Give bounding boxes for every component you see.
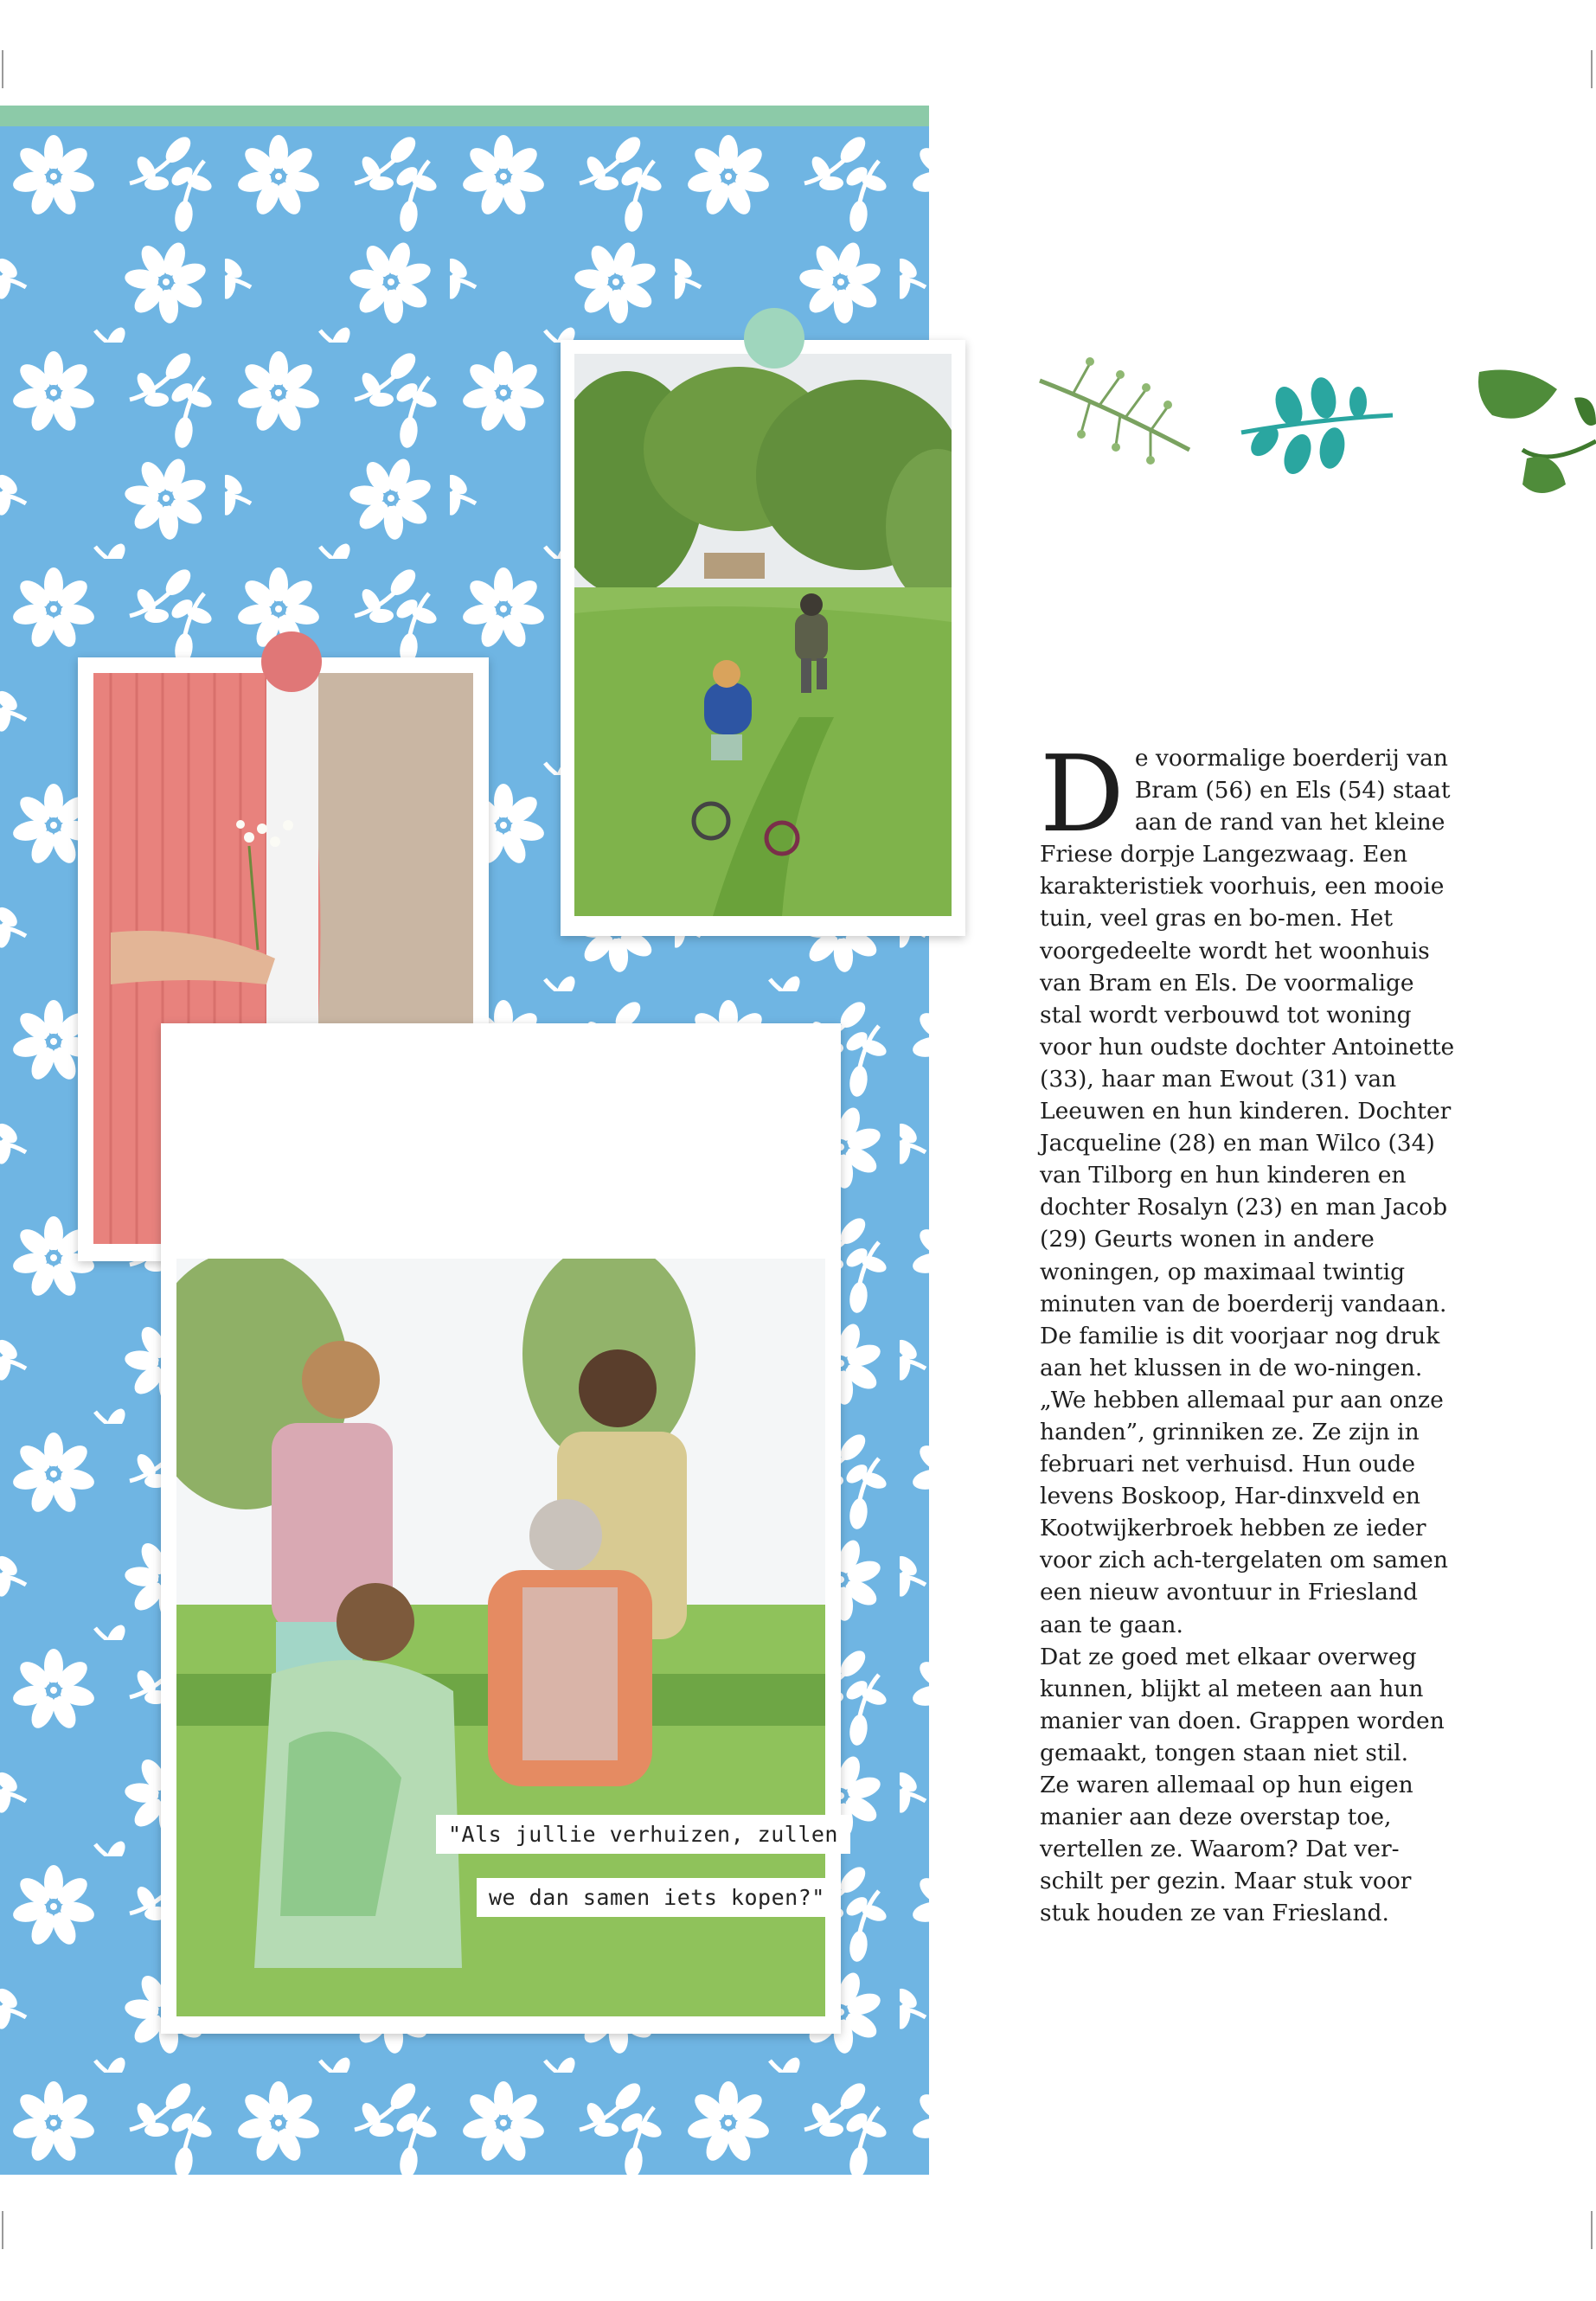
article-body: [1040, 733, 1460, 1929]
drop-cap: D: [1040, 733, 1125, 856]
crop-mark-bottom-right: [1591, 2211, 1593, 2249]
article-paragraph: Dat ze goed met elkaar overweg kunnen, blijkt al meteen aan hun manier van doen. Grappen worden gemaakt, tongen staan niet stil.: [1040, 1643, 1445, 1766]
twig-ornament: [1040, 357, 1189, 465]
article-paragraph: De familie is dit voorjaar nog druk aan het klussen in de wo-ningen. „We hebben allemaal pur aan onze handen”, grinniken ze. Ze zijn in februari net verhuisd. Hun oude levens Boskoop, Har-dinxveld en Kootwijkerbroek hebben ze ieder voor zich ach-tergelaten om samen een nieuw avontuur in Friesland aan te gaan.: [1040, 1322, 1448, 1638]
pin-green: [744, 308, 804, 369]
article-paragraph: e voormalige boerderij van Bram (56) en Els (54) staat aan de rand van het kleine Friese dorpje Langezwaag. Een karakteristiek voorhuis, een mooie tuin, veel gras en bo-men. Het voorgedeelte wordt het woonhuis van Bram en Els. De voormalige stal wordt verbouwd tot woning voor hun oudste dochter Antoinette (33), haar man Ewout (31) van Leeuwen en hun kinderen. Dochter Jacqueline (28) en man Wilco (34) van Tilborg en hun kinderen en dochter Rosalyn (23) en man Jacob (29) Geurts wonen in andere woningen, op maximaal twintig minuten van de boerderij vandaan.: [1040, 745, 1455, 1317]
pin-red: [261, 631, 322, 692]
crop-mark-bottom-left: [2, 2211, 3, 2249]
photo-children-meadow: [561, 340, 965, 936]
crop-mark-top-right: [1591, 50, 1593, 88]
botanical-ornaments: [1038, 346, 1596, 519]
top-color-bar: [0, 106, 929, 126]
crop-mark-top-left: [2, 50, 3, 88]
article-paragraph: Ze waren allemaal op hun eigen manier aan deze overstap toe, vertellen ze. Waarom? Dat ver-schilt per gezin. Maar stuk voor stuk houden ze van Friesland.: [1040, 1772, 1413, 1927]
leaf-branch-ornament: [1241, 375, 1393, 478]
green-leaves-ornament: [1478, 370, 1596, 494]
photo-caption-line-1: "Als jullie verhuizen, zullen: [436, 1815, 850, 1854]
photo-caption-line-2: we dan samen iets kopen?": [477, 1878, 837, 1917]
